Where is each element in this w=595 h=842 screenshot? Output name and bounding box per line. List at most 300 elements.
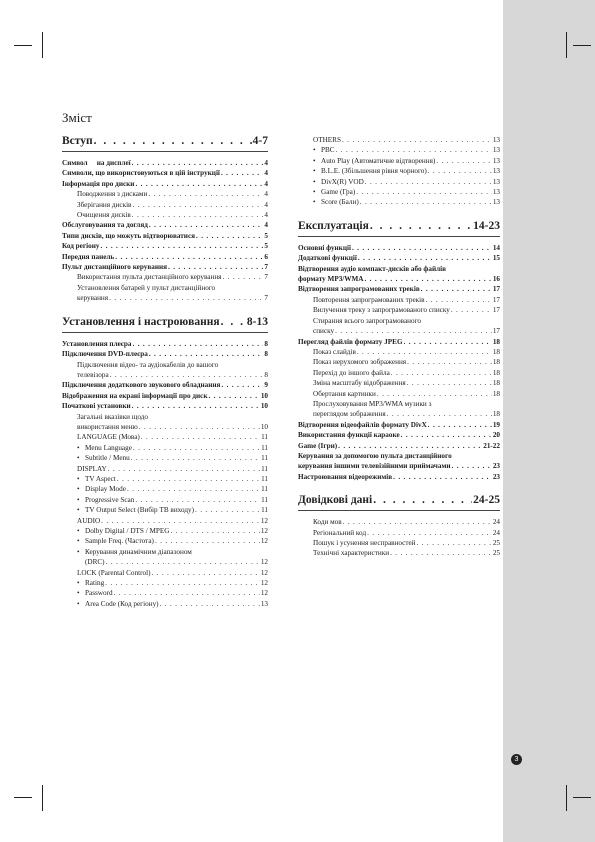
- toc-page-ref: 13: [492, 146, 500, 155]
- toc-page-ref: 17: [492, 306, 500, 315]
- toc-page-ref: 18: [492, 347, 500, 356]
- leader-dots: [133, 443, 260, 453]
- toc-entry-label: Символ на дисплеї: [62, 159, 131, 167]
- leader-dots: [436, 156, 492, 166]
- toc-entry-label: Прослуховування MP3/WMA музики з: [313, 399, 432, 408]
- toc-page-ref: 24: [492, 518, 500, 527]
- toc-page-ref: 12: [260, 537, 268, 546]
- toc-entry: [62, 484, 268, 494]
- toc-page-ref: 11: [261, 433, 268, 442]
- toc-entry-line: [298, 399, 500, 409]
- bullet-icon: •: [313, 156, 316, 165]
- toc-page-ref: 4: [264, 221, 268, 230]
- toc-entry-label: LOCK (Parental Control): [77, 568, 151, 577]
- toc-entry-label: PBC: [321, 146, 335, 155]
- toc-page-ref: 17: [492, 285, 500, 294]
- bullet-icon: •: [77, 485, 80, 494]
- toc-entry-line: [298, 451, 500, 461]
- toc-entry-label: використання меню: [77, 422, 138, 431]
- leader-dots: [133, 339, 264, 349]
- toc-entry-label: списку: [313, 327, 335, 336]
- toc-entry: [298, 187, 500, 197]
- toc-entry-label: Типи дисків, що можуть відтворюватися: [62, 231, 196, 240]
- toc-entry: [298, 378, 500, 388]
- leader-dots: [160, 599, 260, 609]
- toc-entry-label: Підключення відео- та аудіокабелів до вашого: [77, 360, 219, 369]
- section-title: Довідкові дані: [298, 494, 373, 507]
- leader-dots: [208, 391, 259, 401]
- toc-page-ref: 4: [264, 159, 268, 167]
- toc-entry: [298, 461, 500, 471]
- leader-dots: [108, 464, 260, 474]
- toc-entry: [298, 177, 500, 187]
- toc-page-ref: 12: [260, 527, 268, 535]
- toc-entry: [62, 495, 268, 505]
- toc-entry: [62, 588, 268, 598]
- toc-page-ref: 10: [260, 402, 268, 411]
- section-heading: [62, 135, 268, 152]
- leader-dots: [336, 145, 492, 155]
- crop-mark: [566, 785, 567, 811]
- toc-entry: [298, 357, 500, 367]
- toc-entry-label: AUDIO: [77, 516, 101, 525]
- toc-entry-label: Password: [85, 589, 113, 598]
- toc-entry-label: Відображення на екрані інформації про диск: [62, 391, 208, 400]
- toc-entry: [62, 578, 268, 588]
- leader-dots: [452, 461, 492, 471]
- leader-dots: [352, 243, 492, 253]
- toc-entry-label: Пульт дистанційного керування: [62, 263, 167, 272]
- toc-entry-label: Інформація про диски: [62, 179, 135, 188]
- section-heading: [298, 220, 500, 237]
- toc-entry-label: Код регіону: [62, 242, 100, 251]
- toc-entry: [62, 526, 268, 536]
- toc-entry-label: телевізора: [77, 370, 109, 379]
- leader-dots: [100, 241, 263, 251]
- toc-entry: [298, 145, 500, 155]
- leader-dots: [170, 526, 259, 536]
- toc-page-ref: 12: [260, 579, 268, 588]
- toc-page-ref: 25: [492, 549, 500, 558]
- toc-entry-label: Передня панель: [62, 252, 115, 261]
- page-number-badge: 3: [511, 754, 522, 765]
- toc-entry-line: [62, 547, 268, 557]
- leader-dots: [373, 494, 472, 506]
- toc-entry-label: керування іншими телевізійними приймачами: [298, 462, 451, 471]
- toc-entry: [298, 538, 500, 548]
- toc-entry: [62, 262, 268, 272]
- leader-dots: [390, 548, 492, 558]
- section-title: Експлуатація: [298, 219, 369, 232]
- toc-entry-label: Вилучення треку з запрограмованого списку: [313, 306, 450, 315]
- toc-page-ref: 11: [261, 495, 268, 504]
- page-title: Зміст: [62, 110, 92, 125]
- toc-entry: [298, 197, 500, 207]
- toc-entry-label: Підключення додаткового звукового обладнання: [62, 381, 221, 390]
- leader-dots: [407, 357, 492, 367]
- toc-entry-label: Показ нерухомого зображення: [313, 358, 407, 367]
- toc-entry-label: Початкові установки: [62, 402, 131, 411]
- toc-entry-label: DivX(R) VOD: [321, 177, 364, 186]
- toc-entry: [62, 516, 268, 526]
- crop-mark: [573, 797, 591, 798]
- bullet-icon: •: [77, 506, 80, 515]
- toc-page-ref: 7: [264, 294, 268, 303]
- toc-page-ref: 18: [492, 337, 500, 346]
- leader-dots: [357, 347, 492, 357]
- leader-dots: [342, 135, 492, 145]
- toc-entry: [62, 179, 268, 189]
- toc-entry-label: Основні функції: [298, 243, 351, 252]
- toc-page-ref: 18: [492, 358, 500, 367]
- toc-entry-label: Зберігання дисків: [77, 200, 132, 209]
- toc-page-ref: 10: [260, 422, 268, 431]
- toc-entry-line: [298, 264, 500, 274]
- leader-dots: [115, 252, 263, 262]
- toc-entry-label: Коди мов: [313, 518, 342, 527]
- toc-entry-label: Score (Бали): [321, 198, 359, 207]
- bullet-icon: •: [77, 474, 80, 483]
- leader-dots: [141, 432, 260, 442]
- toc-entry-label: Поводження з дисками: [77, 190, 148, 199]
- toc-entry-label: Керування за допомогою пульта дистанційного: [298, 451, 452, 460]
- leader-dots: [417, 538, 492, 548]
- toc-entry-line: [62, 412, 268, 422]
- toc-entry: [62, 432, 268, 442]
- toc-entry: [62, 339, 268, 349]
- toc-entry: [62, 422, 268, 432]
- toc-entry: [62, 272, 268, 282]
- leader-dots: [135, 179, 263, 189]
- toc-entry-label: Використання функції караоке: [298, 431, 400, 440]
- toc-page-ref: 24: [492, 528, 500, 537]
- toc-entry: [298, 243, 500, 253]
- section-title: Установлення і настроювання: [62, 315, 220, 328]
- toc-entry-label: DISPLAY: [77, 464, 107, 473]
- leader-dots: [196, 231, 263, 241]
- leader-dots: [358, 253, 492, 263]
- toc-page-ref: 4: [264, 200, 268, 209]
- leader-dots: [114, 588, 260, 598]
- toc-page-ref: 18: [492, 389, 500, 398]
- toc-page-ref: 8: [264, 370, 268, 379]
- toc-entry: [298, 409, 500, 419]
- toc-page-ref: 7: [264, 273, 268, 282]
- toc-entry: [62, 293, 268, 303]
- toc-page-ref: 12: [260, 589, 268, 598]
- toc-left-column: [62, 135, 268, 609]
- leader-dots: [139, 422, 260, 432]
- toc-page-ref: 11: [261, 443, 268, 452]
- bullet-icon: •: [313, 146, 316, 155]
- toc-page-ref: 4: [264, 169, 268, 178]
- toc-entry-label: OTHERS: [313, 136, 341, 144]
- leader-dots: [377, 389, 492, 399]
- toc-entry: [298, 253, 500, 263]
- bullet-icon: •: [313, 167, 316, 176]
- toc-entry: [62, 158, 268, 168]
- toc-entry-label: Використання пульта дистанційного керування: [77, 273, 222, 282]
- toc-entry: [62, 401, 268, 411]
- toc-entry: [62, 443, 268, 453]
- toc-entry-label: Game (Ігри): [298, 441, 338, 450]
- bullet-icon: •: [77, 443, 80, 452]
- toc-entry: [298, 528, 500, 538]
- leader-dots: [343, 517, 492, 527]
- toc-entry: [62, 189, 268, 199]
- toc-entry: [62, 252, 268, 262]
- toc-page-ref: 23: [492, 472, 500, 481]
- toc-page-ref: 7: [264, 263, 268, 272]
- side-margin-bar: [503, 0, 595, 842]
- leader-dots: [365, 177, 492, 187]
- crop-mark: [566, 32, 567, 58]
- toc-page-ref: 16: [492, 275, 500, 284]
- toc-entry: [62, 536, 268, 546]
- section-pages: 14-23: [473, 219, 500, 232]
- bullet-icon: •: [77, 599, 80, 608]
- toc-entry: [62, 349, 268, 359]
- leader-dots: [221, 316, 246, 328]
- toc-entry-label: Зміна масштабу відображення: [313, 379, 406, 388]
- toc-page-ref: 25: [492, 539, 500, 547]
- toc-entry-label: Обертання картинки: [313, 389, 376, 398]
- leader-dots: [401, 430, 492, 440]
- toc-page-ref: 4: [264, 190, 268, 199]
- toc-page-ref: 11: [261, 464, 268, 473]
- toc-page-ref: 13: [492, 177, 500, 186]
- toc-entry: [298, 274, 500, 284]
- toc-entry: [298, 326, 500, 336]
- bullet-icon: •: [77, 579, 80, 588]
- leader-dots: [451, 305, 492, 315]
- toc-page-ref: 8: [264, 339, 268, 348]
- toc-entry: [62, 474, 268, 484]
- toc-entry-label: Menu Language: [85, 443, 132, 452]
- toc-entry: [298, 295, 500, 305]
- toc-page-ref: 18: [492, 410, 500, 419]
- toc-entry-label: Додаткові функції: [298, 254, 357, 263]
- crop-mark: [573, 45, 591, 46]
- toc-entry-label: Повторення запрограмованих треків: [313, 295, 425, 304]
- toc-entry-label: Rating: [85, 579, 105, 588]
- toc-page-ref: 6: [264, 252, 268, 261]
- leader-dots: [221, 380, 263, 390]
- leader-dots: [367, 528, 492, 538]
- toc-entry-label: Підключення DVD-плеєра: [62, 350, 148, 359]
- leader-dots: [426, 295, 492, 305]
- leader-dots: [148, 189, 263, 199]
- toc-page-ref: 15: [492, 254, 500, 263]
- toc-entry: [298, 517, 500, 527]
- toc-page-ref: 17: [492, 295, 500, 304]
- leader-dots: [195, 505, 260, 515]
- toc-page-ref: 18: [492, 368, 500, 377]
- toc-entry: [62, 599, 268, 609]
- section-pages: 24-25: [473, 494, 500, 507]
- toc-entry-line: [62, 360, 268, 370]
- leader-dots: [428, 420, 492, 430]
- toc-entry-label: Sample Freq. (Частота): [85, 537, 154, 546]
- toc-entry: [298, 472, 500, 482]
- toc-page-ref: 21-22: [483, 441, 500, 450]
- toc-entry-label: Display Mode: [85, 485, 126, 494]
- bullet-icon: •: [77, 589, 80, 598]
- toc-page-ref: 14: [492, 243, 500, 252]
- bullet-icon: •: [313, 177, 316, 186]
- toc-page-ref: 5: [264, 231, 268, 240]
- crop-mark: [14, 45, 32, 46]
- crop-mark: [42, 32, 43, 58]
- toc-entry-label: Установлення плеєра: [62, 339, 132, 348]
- toc-entry: [298, 389, 500, 399]
- toc-entry-label: LANGUAGE (Мова): [77, 433, 140, 442]
- toc-entry-line: [62, 283, 268, 293]
- toc-entry: [298, 305, 500, 315]
- leader-dots: [404, 337, 492, 347]
- toc-entry-label: формату MP3/WMA: [298, 275, 364, 284]
- toc-entry-label: Progressive Scan: [85, 495, 135, 504]
- leader-dots: [356, 187, 492, 197]
- toc-entry-line: [298, 316, 500, 326]
- bullet-icon: •: [77, 495, 80, 504]
- leader-dots: [94, 135, 252, 147]
- toc-entry-label: B.L.E. (Збільшення рівня чорного): [321, 167, 427, 176]
- toc-entry: [62, 168, 268, 178]
- toc-entry-label: TV Output Select (Вибір ТВ виходу): [85, 506, 195, 515]
- toc-entry-label: Настроювання відеорежимів: [298, 472, 393, 481]
- toc-entry-label: Установлення батарей у пульт дистанційного: [77, 283, 216, 292]
- leader-dots: [127, 484, 260, 494]
- leader-dots: [132, 210, 264, 220]
- toc-entry-label: Керування динамічним діапазоном: [85, 547, 192, 556]
- toc-entry: [62, 220, 268, 230]
- section-pages: 4-7: [252, 135, 268, 147]
- toc-page-ref: 11: [261, 454, 268, 463]
- leader-dots: [370, 220, 472, 232]
- leader-dots: [117, 474, 260, 484]
- toc-page-ref: 17: [492, 327, 500, 336]
- toc-entry-label: Game (Гра): [321, 188, 356, 197]
- leader-dots: [151, 568, 259, 578]
- toc-page-ref: 13: [492, 136, 500, 144]
- toc-entry-label: Обслуговування та догляд: [62, 221, 148, 230]
- toc-entry: [298, 337, 500, 347]
- bullet-icon: •: [77, 547, 80, 556]
- toc-entry: [62, 568, 268, 578]
- toc-entry: [62, 210, 268, 220]
- toc-page-ref: 9: [264, 381, 268, 390]
- toc-entry: [62, 453, 268, 463]
- leader-dots: [132, 200, 263, 210]
- toc-entry-label: Пошук і усунення несправностей: [313, 539, 416, 547]
- leader-dots: [168, 262, 263, 272]
- toc-page-ref: 5: [264, 242, 268, 251]
- toc-page-ref: 8: [264, 350, 268, 359]
- leader-dots: [132, 401, 260, 411]
- leader-dots: [360, 197, 492, 207]
- toc-page-ref: 4: [264, 211, 268, 220]
- toc-entry-label: Стирання всього запрограмованого: [313, 316, 421, 325]
- toc-page-ref: 12: [260, 568, 268, 577]
- toc-entry: [298, 548, 500, 558]
- leader-dots: [338, 441, 482, 451]
- toc-entry-label: Dolby Digital / DTS / MPEG: [85, 527, 170, 535]
- toc-entry-label: Subtitle / Menu: [85, 454, 130, 463]
- toc-entry: [62, 200, 268, 210]
- crop-mark: [14, 797, 32, 798]
- toc-page-ref: 12: [260, 558, 268, 567]
- leader-dots: [387, 409, 492, 419]
- toc-page-ref: 10: [260, 391, 268, 400]
- toc-entry: [298, 430, 500, 440]
- toc-entry-label: Auto Play (Автоматичне відтворення): [321, 156, 436, 165]
- toc-entry-label: TV Aspect: [85, 474, 116, 483]
- leader-dots: [155, 536, 260, 546]
- toc-entry: [62, 557, 268, 567]
- toc-entry: [298, 284, 500, 294]
- toc-page-ref: 23: [492, 462, 500, 471]
- toc-entry-label: Відтворення відеофайлів формату DivX: [298, 420, 427, 429]
- toc-entry: [298, 135, 500, 145]
- leader-dots: [421, 284, 492, 294]
- toc-entry: [62, 241, 268, 251]
- toc-page-ref: 13: [492, 188, 500, 197]
- toc-entry-label: Загальні вказівки щодо: [77, 412, 149, 421]
- section-heading: [298, 494, 500, 511]
- leader-dots: [106, 557, 260, 567]
- toc-entry: [298, 347, 500, 357]
- toc-entry-label: (DRC): [85, 558, 105, 567]
- toc-entry-label: Перегляд файлів формату JPEG: [298, 337, 403, 346]
- toc-entry-label: керування: [77, 294, 109, 303]
- toc-entry-label: Перехід до іншого файла: [313, 368, 390, 377]
- crop-mark: [42, 785, 43, 811]
- leader-dots: [131, 453, 260, 463]
- toc-page-ref: 13: [492, 156, 500, 165]
- toc-page-ref: 12: [260, 516, 268, 525]
- toc-entry: [62, 505, 268, 515]
- bullet-icon: •: [77, 537, 80, 546]
- leader-dots: [135, 495, 260, 505]
- toc-entry: [298, 166, 500, 176]
- toc-entry-label: Відтворення запрограмованих треків: [298, 285, 420, 294]
- toc-page-ref: 20: [492, 431, 500, 440]
- section-heading: [62, 316, 268, 333]
- toc-entry: [62, 370, 268, 380]
- leader-dots: [105, 578, 260, 588]
- toc-entry-label: Технічні характеристики: [313, 549, 390, 558]
- toc-page-ref: 18: [492, 379, 500, 388]
- bullet-icon: •: [313, 188, 316, 197]
- toc-entry-label: Відтворення аудіо компакт-дисків або файлів: [298, 264, 447, 273]
- toc-page-ref: 19: [492, 420, 500, 429]
- leader-dots: [149, 220, 264, 230]
- leader-dots: [393, 472, 492, 482]
- toc-entry-label: Очищення дисків: [77, 211, 131, 220]
- leader-dots: [391, 368, 492, 378]
- toc-page-ref: 13: [260, 599, 268, 608]
- section-title: Вступ: [62, 135, 93, 147]
- leader-dots: [407, 378, 492, 388]
- toc-page-ref: 4: [264, 179, 268, 188]
- leader-dots: [149, 349, 264, 359]
- toc-page-ref: 13: [492, 198, 500, 207]
- bullet-icon: •: [313, 198, 316, 207]
- toc-entry-label: Area Code (Код регіону): [85, 599, 159, 608]
- leader-dots: [110, 370, 264, 380]
- toc-page-ref: 11: [261, 506, 268, 515]
